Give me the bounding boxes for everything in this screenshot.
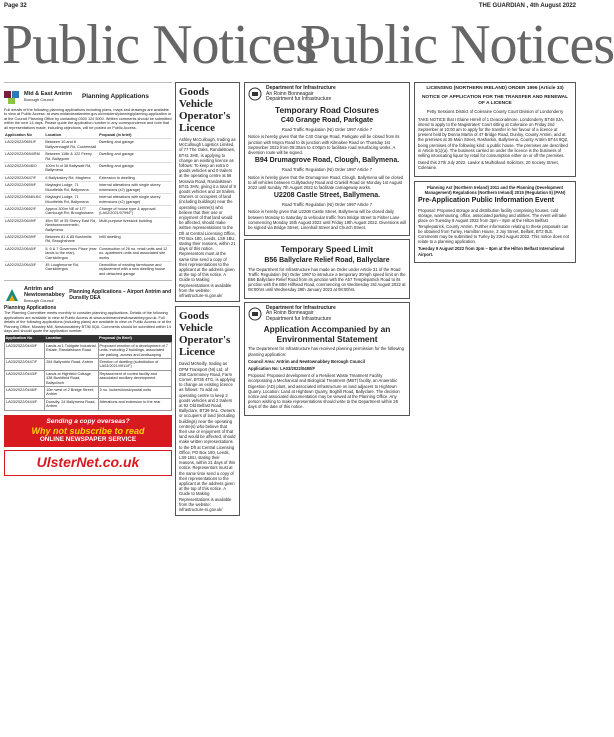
table-row: [4, 182, 172, 194]
licensing-body: TAKE NOTICE that I Elaine Hirrell of 1 Deaconalmore, Londonderry BT48 0JA, intend to apply to the Magistrates' Court sitting at Coleraine on Friday 2nd September at 10:00 am to apply for the transfer in her favour of a licence at present held by Donna Martin of 47 Bridge Road, Dunloy, County Antrim, and at the premises at 35 Main Street, Rasharkin, Ballymena, County Antrim BT44 8QZ, being premises of the following kind: a public house. The premises are described in Article 5(1)(a). The business carried on under the licence is the business of selling intoxicating liquor by retail for consumption either on or off the premises.: [418, 116, 569, 159]
licensing-court: Petty Sessions District of Coleraine County Court Division of Londonderry: [426, 109, 564, 115]
table-cell: 5, 6 & 7 Governors Place (rear lands to the rear), Carrickfergus: [45, 246, 97, 260]
table-cell: Internal alterations with single storey extensions (x2) (garage): [98, 182, 172, 194]
table-row: [4, 151, 172, 163]
council2-logo-icon: [4, 287, 20, 303]
table-header: Location: [45, 133, 62, 138]
licensing-subtitle: NOTICE OF APPLICATION FOR THE TRANSFER AND RENEWAL OF A LICENCE: [421, 94, 569, 106]
closure-road-3: U2208 Castle Street, Ballymena.: [273, 192, 381, 200]
es-council: Council Area: Antrim and Newtownabbey Borough Council: [248, 358, 365, 364]
closure-road-1: C40 Grange Road, Parkgate: [280, 117, 374, 125]
table-cell: Replacement of roofed facility and associated ancillary development: [98, 370, 171, 386]
table-row: [4, 245, 172, 261]
table-cell: LA02/2022/0649/F: [4, 217, 44, 233]
council2-intro: The Planning Committee meets monthly to consider planning applications. Details of the following applications are available to view at Public Access at www.antrimandnewtownabbey.gov.uk. Full details of the following applications (including plans) are available to view on Public Access or at the Planning Office, Mossley Mill, Newtownabbey BT36 5QA. Comments should be submitted within 14 days and should quote the application number.: [4, 311, 172, 334]
table-cell: Maylaght Lodge, 71 Moorfields Rd, Ballymena: [44, 182, 98, 194]
pan-regs: Planning Act (Northern Ireland) 2011 and the Planning (Development Management) Regulations (Northern Ireland) 2015 (Regulation 5) (PAN): [424, 184, 566, 195]
ulsternet-ad[interactable]: UlsterNet.co.uk: [4, 450, 172, 476]
table-row: [4, 205, 172, 217]
banner-right: Public Notices: [300, 14, 614, 76]
speed-limit-text: The Department for Infrastructure has made an Order under Article 31 of the Road Traffic Regulation (NI) Order 1997 to introduce a temporary 30mph speed limit on the B56 Ballyclare Relief Road from its junction with the A57 Templepatrick Road to its junction with the B56 Hillhead Road, commencing on Wednesday 3rd August 2022 at 08:00hrs until Wednesday 28th January 2023 at 08:00hrs.: [248, 266, 406, 293]
table-cell: 3 no. lockers/kiosk/postal units: [98, 387, 171, 399]
banner-left: Public Notices: [2, 14, 317, 76]
table-cell: LA02/2022/0639/F: [4, 233, 44, 245]
notice-title: Application Accompanied by an Environmental Statement: [263, 324, 391, 344]
table-cell: LA02/2022/0659/F: [4, 182, 44, 194]
pre-application-notice: [414, 181, 576, 263]
table-cell: 264 Ballyrobin Road, Antrim: [45, 359, 98, 371]
table-cell: Maylaght Lodge, 71 Moorfields Rd, Ballymena: [44, 194, 98, 206]
table-cell: Dwelling and garage: [98, 139, 172, 151]
gvo-title: Goods Vehicle Operator's Licence: [179, 310, 231, 359]
table-cell: LA02/2022/0647/F: [4, 174, 44, 181]
dept-name: Department for Infrastructure An Roinn Bonneagair Depairtment fur Infrastructure: [266, 304, 336, 322]
table-cell: Proposed erection of a development of 7 units, including 2 buildings, associated car parking, access and landscaping: [98, 342, 171, 358]
pan-title: Pre-Application Public Information Event: [418, 197, 555, 205]
table-cell: 10m west of 2 Bridge Street, Antrim: [45, 387, 98, 399]
table-cell: Extension to dwelling: [98, 174, 172, 181]
table-row: [4, 217, 172, 233]
ad-line-3: ONLINE NEWSPAPER SERVICE: [39, 435, 137, 443]
environmental-statement-notice: [244, 302, 410, 416]
dept-crest-icon: [248, 87, 262, 101]
table-cell: LA02/2022/0658/LBC: [4, 194, 44, 206]
table-header: Proposal (in brief): [99, 133, 132, 138]
table-cell: Between 81 & 85 Bushmills Rd, Broughshane: [44, 233, 98, 245]
column-planning: [4, 82, 172, 733]
table-cell: Erection of dwelling (substitution of LA03/2021/0911/F): [98, 359, 171, 371]
table-cell: LA03/2022/0446/F: [5, 387, 45, 399]
dept-name: Department for Infrastructure An Roinn Bonneagair Depairtment fur Infrastructure: [266, 85, 336, 103]
table-cell: Lands at 1 Toldgate Industrial Estate, Randalstown Road: [45, 342, 98, 358]
column-goods-vehicle: [175, 82, 240, 733]
table-row: [4, 174, 172, 181]
column-infrastructure: [244, 82, 410, 733]
council-name: Mid & East Antrim Borough Council: [24, 90, 72, 102]
table-row: [4, 139, 172, 151]
road-closures-notice: [244, 82, 410, 236]
speed-limit-notice: [244, 239, 410, 299]
table-row: [4, 261, 172, 277]
table-cell: LA02/2022/0691/F: [4, 139, 44, 151]
table-cell: 6 Ballyloskey Rd, Maghera: [44, 174, 98, 181]
table-cell: LA03/2022/0443/F: [5, 370, 45, 386]
council-logo-icon: [4, 89, 20, 105]
table-cell: Between 10 and 8 Ballyvennaght Rd, Cushendall: [45, 140, 97, 149]
table-cell: Dunsilly, 24 Ballymena Road, Antrim: [45, 398, 98, 410]
subscription-ad[interactable]: [4, 415, 172, 447]
table-cell: Construction of 26 no. retail units and 12 no. apartment units and associated site works: [98, 245, 172, 261]
table-cell: LA02/2022/0648/O: [4, 163, 44, 175]
table-cell: LA02/2022/0643/F: [4, 261, 44, 277]
table-cell: Dwelling and garage: [98, 163, 172, 175]
page-number: Page 32: [4, 3, 27, 9]
council2-table: [4, 335, 172, 410]
closure-text-1: Notice is hereby given that the C40 Grange Road, Parkgate will be closed from its junction with Moyra Road to its junction with Kilmakee Road on Thursday 1st September 2022 from 09:30am to 4:00pm to facilitate road resurfacing works. A diversion route will be signed.: [248, 134, 400, 156]
table-row: [5, 387, 172, 399]
table-cell: 45 Loughmorne Rd, Carrickfergus: [44, 261, 98, 277]
table-cell: 100m N of 38 Ballywatt Rd, Ballymena: [44, 163, 98, 175]
order-ref: Road Traffic Regulation (NI) Order 1997 Article 7: [281, 167, 373, 173]
table-header: Proposal (In Brief): [98, 335, 171, 342]
table-cell: Lands at Highfield Cottage, 438 Bushfield Road, Ballyclinch: [45, 370, 98, 386]
table-cell: Demolition of existing farmhouse and replacement with a new dwelling house and detached garage: [98, 261, 172, 277]
dept-header: [248, 86, 406, 103]
closure-text-2: Notice is hereby given that the Drumagrove Road, Clough, Ballymena will be closed to all vehicles between Cullybackey Road and Crankill Road on Monday 1st August 2022 until Sunday 7th August 2022 to facilitate carriageway works.: [248, 174, 404, 190]
table-cell: LA02/2022/0694/RM: [4, 151, 44, 163]
es-body: Proposal: Proposed development of a Resilient Waste Treatment Facility incorporating a Mechanical and Biological Treatment (MBT) facility, an Anaerobic Digestion (AD) plant, and associated infrastructure on land adjacent to Hightown Quarry. Location: Land at Hightown Quarry, Boghill Road, Ballyclare. The decision notice and associated documentation may be viewed at the Planning Office. Any person wishing to make representations should write to the Department within 28 days of the date of this notice.: [248, 373, 400, 410]
table-cell: Between 118b & 122 Feeny Rd, Ballygorm: [44, 151, 98, 163]
gvo-title: Goods Vehicle Operator's Licence: [179, 86, 231, 134]
order-ref: Road Traffic Regulation (NI) Order 1997 Article 7: [281, 127, 373, 133]
table-cell: Change of house type & approval (LA02/2021/0799/F): [98, 205, 172, 217]
notice-title: Temporary Road Closures: [274, 104, 380, 115]
gvo-body: Ashley McCullough, trading as McCullough Logistics Limited, of 77 The Oaks, Randalstown, BT41 3HE, is applying to change an existing licence as follows: To keep an extra 0 goods vehicles and 0 trailers at the operating centre at 56 Moravia Road, Randalstown BT41 3HN, giving it a total of 9 goods vehicles and 18 trailers. Owners or occupiers of land (including buildings) near the operating centre(s) who believe that their use or enjoyment of that land would be affected, should make written representations to the DfI at Central Licensing Office, PO Box 180, Leeds, LS9 1BU, stating their reasons, within 21 days of this notice. Representors must at the same time send a copy of their representations to the applicant at the address given at the top of this notice. A Guide to Making Representations is available from the website: infrastructure-ni.gov.uk/: [179, 137, 236, 299]
council2-section-title: Planning Applications – Airport Antrim and Dunsilly DEA: [69, 288, 172, 301]
table-cell: LA02/2022/0652/F: [4, 205, 44, 217]
page-header: [0, 0, 580, 12]
table-cell: Multi-purpose livestock building: [98, 217, 172, 233]
licensing-footer: Dated this 27th July 2022. Lawlor & Mulholland Solicitors, 20 Society Street, Coleraine.: [418, 160, 559, 171]
table-row: [4, 194, 172, 206]
ad-line-1: Sending a copy overseas?: [46, 417, 130, 425]
gvo-body: David McNeilly, trading as DPM Transport (NI) Ltd, of 258 Carnmoney Road, Farm Corner, BT36 4TG, is applying to change an existing licence as follows: To add an operating centre to keep 2 goods vehicles and 2 trailers at 92 Old Belfast Road, Ballyclare, BT39 9AL. Owners or occupiers of land (including buildings) near the operating centre(s) who believe that their use or enjoyment of that land would be affected, should make written representations to the DfI at Central Licensing Office, PO Box 180, Leeds, LS9 1BU, stating their reasons, within 21 days of this notice. Representors must at the same time send a copy of their representations to the applicant at the address given at the top of this notice. A Guide to Making Representations is available from the website: infrastructure-ni.gov.uk/: [179, 361, 236, 512]
notice-title: Temporary Speed Limit: [280, 244, 374, 255]
table-cell: LA03/2022/0440/F: [5, 342, 45, 358]
table-header: Application No: [5, 335, 45, 342]
council2-name: Antrim and Newtownabbey Borough Council: [24, 285, 65, 303]
planning-table: [4, 132, 172, 277]
ad-line-2: Why not subscribe to read: [31, 425, 145, 436]
closure-text-3: Notice is hereby given that U2208 Castle Street, Ballymena will be closed daily between Monday to Saturday to vehicular traffic from Bridge Street to Fisher Lane commencing Monday 15th August 2022 until Friday 19th August 2022. Diversions will be signed via Bridge Street, Linenhall Street and Church Street.: [248, 209, 406, 230]
council2-heading: Planning Applications: [4, 305, 57, 312]
table-cell: 45m SE of 35 Sherry East Rd, Newtowncrommelin, Ballymena: [45, 218, 97, 232]
dept-crest-icon: [248, 307, 262, 321]
table-row: [5, 342, 172, 358]
es-appno: Application No: LA03/2022/0480/F: [248, 366, 316, 372]
column-licensing: [414, 82, 576, 733]
table-row: [5, 398, 172, 410]
licensing-title: LICENSING (NORTHERN IRELAND) ORDER 1996 (Article 33): [426, 86, 564, 91]
table-row: [5, 359, 172, 371]
dept-header: [248, 306, 406, 323]
pan-body: Proposal: Proposed storage and distribution facility comprising houses, cold storage, warehousing, office, associated parking and utilities. The event will take place on Tuesday 9 August 2022 from 3pm – 8pm at the Hilton Belfast Templepatrick, County Antrim. Further information relating to these proposals can be obtained from Turley, Hamilton House, 3 Joy Street, Belfast, BT2 8LE. Comments may be submitted to Turley by 23rd August 2022. This notice does not relate to a planning application.: [418, 208, 569, 245]
table-row: [5, 370, 172, 386]
closure-road-2: B94 Drumagrove Road, Clough, Ballymena.: [254, 157, 400, 165]
speed-limit-road: B56 Ballyclare Relief Road, Ballyclare: [264, 256, 390, 264]
table-cell: LA03/2022/0444/F: [5, 398, 45, 410]
table-cell: Alterations and extension to the rear: [98, 398, 171, 410]
table-cell: LA03/2022/0447/F: [5, 359, 45, 371]
table-row: [4, 163, 172, 175]
table-cell: LA02/2022/0640/F: [4, 245, 44, 261]
table-cell: Approx 300m NE of 177 Carnlough Rd, Broughshane: [44, 205, 98, 217]
pan-highlight: Tuesday 9 August 2022 from 3pm – 8pm at the Hilton Belfast International Airport.: [418, 246, 565, 257]
order-ref: Road Traffic Regulation (NI) Order 1997 Article 7: [281, 202, 373, 208]
table-row: [4, 233, 172, 245]
table-header: Application No: [5, 133, 32, 138]
table-cell: Infill dwelling: [98, 233, 172, 245]
table-cell: Dwelling and garage: [98, 151, 172, 163]
es-intro: The Department for Infrastructure has received planning permission for the following planning application:: [248, 346, 404, 357]
planning-applications-title: Planning Applications: [82, 93, 149, 100]
gvo-notice-2: [175, 306, 240, 516]
council-logo-row: [4, 82, 172, 108]
gvo-notice-1: [175, 82, 240, 302]
table-header: Location: [45, 335, 98, 342]
council2-logo-row: [4, 280, 172, 306]
licensing-notice: [414, 82, 576, 177]
publication-date: THE GUARDIAN , 4th August 2022: [478, 3, 576, 9]
planning-intro: Full details of the following planning applications including plans, maps and drawings are available to view at Public Access: at www.midandeastantrim.gov.uk/resident/planning/planning-application or at the Council Planning Office by contacting 0300 124 5000. Written comments should be submitted within the next 14 days. Please quote the application number in any correspondence and note that all representations made, including objections, will be posted on Public Access.: [4, 108, 172, 130]
table-cell: Internal alterations with single storey extensions (x2) (garage): [98, 194, 172, 206]
